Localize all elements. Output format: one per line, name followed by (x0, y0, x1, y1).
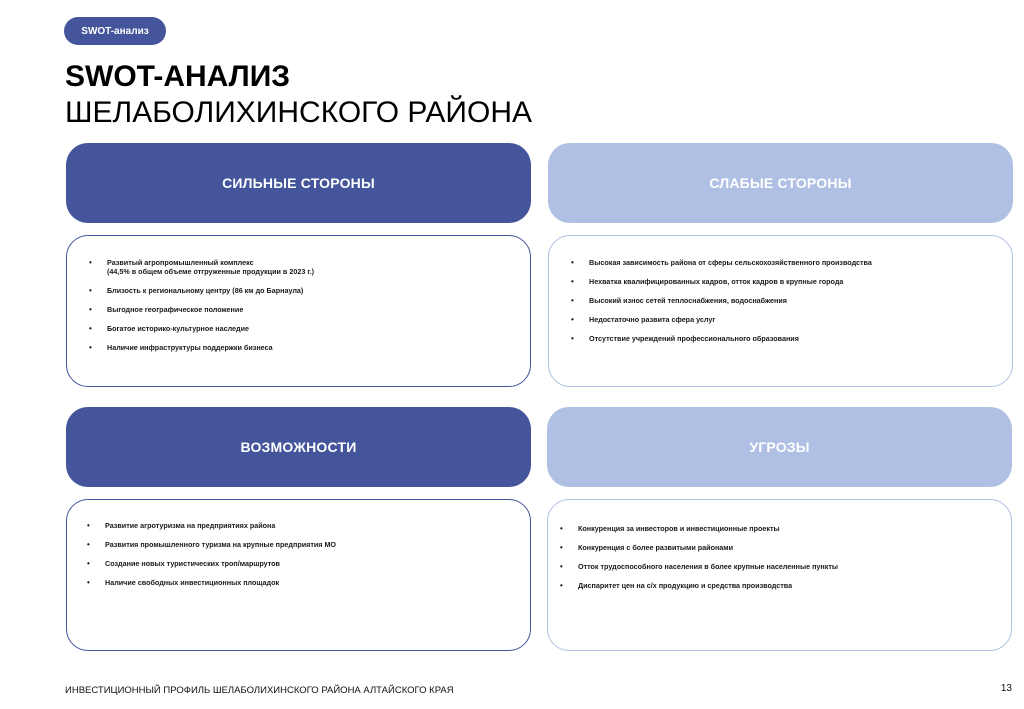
bullet-icon: • (89, 305, 92, 314)
list-item-text: Наличие инфраструктуры поддержки бизнеса (107, 343, 273, 352)
list-item-text: Близость к региональному центру (86 км до Барнаула) (107, 286, 304, 295)
weaknesses-header: СЛАБЫЕ СТОРОНЫ (548, 143, 1013, 223)
bullet-icon: • (87, 559, 90, 568)
section-tag: SWOT-анализ (64, 17, 166, 45)
list-item (87, 540, 530, 549)
list-item-text: Высокий износ сетей теплоснабжения, водоснабжения (589, 296, 787, 305)
list-item-text: Недостаточно развита сфера услуг (589, 315, 716, 324)
threats-list (560, 524, 1011, 590)
bullet-icon: • (87, 540, 90, 549)
list-item-text: Богатое историко-культурное наследие (107, 324, 250, 333)
list-item-text: Создание новых туристических троп/маршрутов (105, 559, 280, 568)
list-item (89, 286, 530, 295)
list-item-text: Выгодное географическое положение (107, 305, 244, 314)
list-item (560, 581, 1011, 590)
page-title: SWOT-АНАЛИЗ (65, 60, 291, 93)
list-item (89, 343, 530, 352)
bullet-icon: • (89, 343, 92, 352)
bullet-icon: • (89, 286, 92, 295)
list-item (87, 578, 530, 587)
list-item-text: Развития промышленного туризма на крупные предприятия МО (105, 540, 337, 549)
bullet-icon: • (87, 521, 90, 530)
strengths-header: СИЛЬНЫЕ СТОРОНЫ (66, 143, 531, 223)
list-item-text: Нехватка квалифицированных кадров, отток кадров в крупные города (589, 277, 844, 286)
list-item-text: Наличие свободных инвестиционных площадок (105, 578, 280, 587)
list-item-text: Отток трудоспособного населения в более крупные населенные пункты (578, 562, 839, 571)
list-item (87, 521, 530, 530)
bullet-icon: • (560, 581, 563, 590)
threats-box (547, 499, 1012, 651)
bullet-icon: • (89, 324, 92, 333)
bullet-icon: • (87, 578, 90, 587)
bullet-icon: • (571, 334, 574, 343)
list-item-text: Отсутствие учреждений профессионального образования (589, 334, 799, 343)
weaknesses-list (571, 258, 1012, 343)
list-item (560, 543, 1011, 552)
list-item-text: (44,5% в общем объеме отгруженные продукции в 2023 г.) (107, 267, 314, 276)
opportunities-list (87, 521, 530, 587)
list-item (571, 296, 1012, 305)
bullet-icon: • (560, 562, 563, 571)
list-item (560, 524, 1011, 533)
list-item-text: Конкуренция за инвесторов и инвестиционные проекты (578, 524, 780, 533)
bullet-icon: • (560, 524, 563, 533)
bullet-icon: • (571, 315, 574, 324)
list-item-text: Диспаритет цен на с/х продукцию и средства производства (578, 581, 793, 590)
bullet-icon: • (89, 258, 92, 267)
opportunities-box (66, 499, 531, 651)
list-item (89, 305, 530, 314)
list-item (571, 315, 1012, 324)
list-item-text: Развитый агропромышленный комплекс (107, 258, 254, 267)
weaknesses-box (548, 235, 1013, 387)
list-item-text: Конкуренция с более развитыми районами (578, 543, 734, 552)
bullet-icon: • (571, 277, 574, 286)
list-item (89, 258, 530, 276)
list-item (87, 559, 530, 568)
strengths-box (66, 235, 531, 387)
page-number: 13 (1000, 683, 1012, 694)
page-subtitle: ШЕЛАБОЛИХИНСКОГО РАЙОНА (65, 96, 532, 129)
list-item (571, 277, 1012, 286)
list-item (89, 324, 530, 333)
list-item-text: Развитие агротуризма на предприятиях района (105, 521, 276, 530)
list-item-text: Высокая зависимость района от сферы сельскохозяйственного производства (589, 258, 872, 267)
footer-text: ИНВЕСТИЦИОННЫЙ ПРОФИЛЬ ШЕЛАБОЛИХИНСКОГО РАЙОНА АЛТАЙСКОГО КРАЯ (65, 685, 454, 696)
list-item (571, 334, 1012, 343)
strengths-list (89, 258, 530, 352)
list-item (560, 562, 1011, 571)
bullet-icon: • (571, 296, 574, 305)
bullet-icon: • (571, 258, 574, 267)
list-item (571, 258, 1012, 267)
opportunities-header: ВОЗМОЖНОСТИ (66, 407, 531, 487)
threats-header: УГРОЗЫ (547, 407, 1012, 487)
bullet-icon: • (560, 543, 563, 552)
